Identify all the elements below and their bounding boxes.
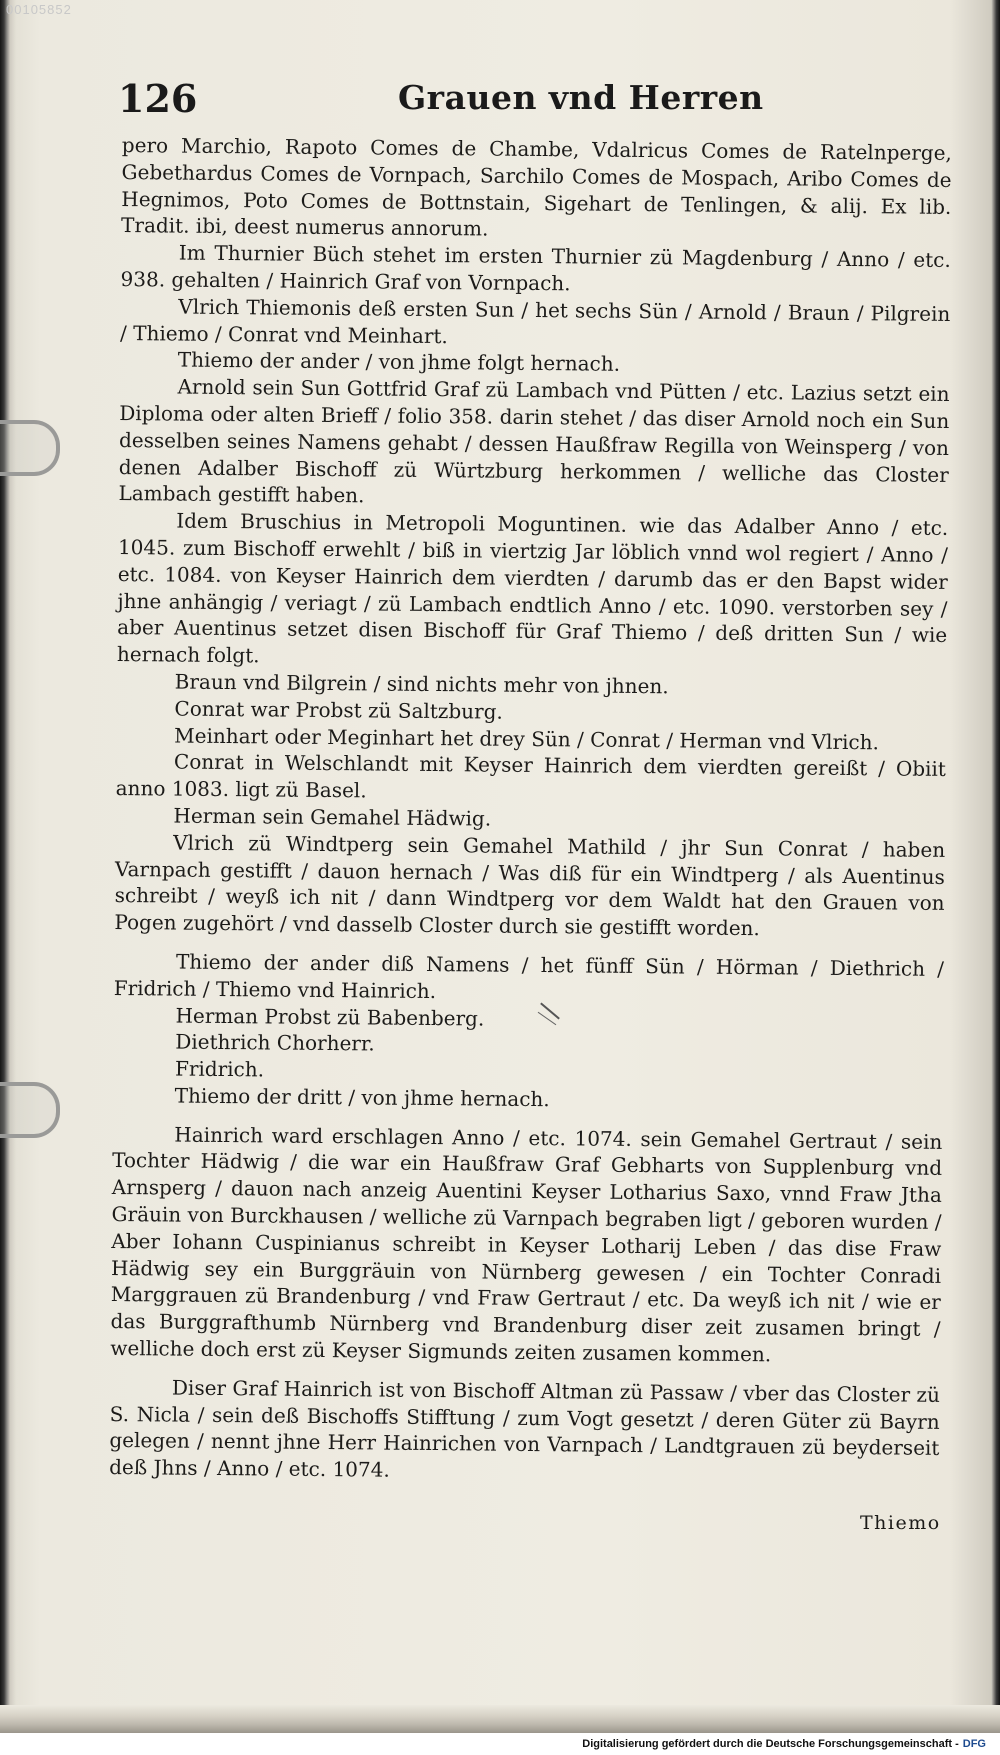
digitization-credit xyxy=(0,1733,1000,1755)
list-item-diethrich: Diethrich Chorherr. xyxy=(175,1029,375,1056)
paragraph-6: Idem Bruschius in Metropoli Moguntinen. wie das Adalber Anno / etc. 1045. zum Bischoff erwehlt / biß in viertzig Jar löblich vnnd wol regiert / Anno / etc. 1084. von Keyser Hainrich dem vierdten / darumb das er den Bapst wider jhne anhängig / veriagt / zü Lambach endtlich Anno / etc. 1090. verstorben sey / aber Auentinus setzet disen Bischoff für Graf Thiemo / deß dritten Sun / wie hernach folgt. xyxy=(116,508,949,668)
paragraph-1: pero Marchio, Rapoto Comes de Chambe, Vdalricus Comes de Ratelnperge, Gebethardus Comes de Vornpach, Sarchilo Comes de Mospach, Aribo Comes de Hegnimos, Poto Comes de Bottnstain, Sigehart de Tenlingen, & alij. Ex lib. Tradit. ibi, deest numerus annorum. xyxy=(120,132,952,241)
list-item-fridrich: Fridrich. xyxy=(174,1056,265,1082)
shelfmark: 00105852 xyxy=(6,2,72,17)
paragraph-11: Herman sein Gemahel Hädwig. xyxy=(173,803,492,831)
credit-text: Digitalisierung gefördert durch die Deutsche Forschungsgemeinschaft - xyxy=(582,1738,959,1750)
paragraph-2: Im Thurnier Büch stehet im ersten Thurnier zü Magdenburg / Anno / etc. 938. gehalten / Hainrich Graf von Vornpach. xyxy=(120,240,951,296)
dfg-logo: DFG xyxy=(962,1738,986,1750)
paragraph-9: Meinhart oder Meginhart het drey Sün / Conrat / Herman vnd Vlrich. xyxy=(174,723,880,754)
catchword: Thiemo xyxy=(860,1512,941,1534)
paragraph-13: Thiemo der ander diß Namens / het fünff Sün / Hörman / Diethrich / Fridrich / Thiemo vnd Hainrich. xyxy=(113,949,945,1003)
book-clasp-lower xyxy=(0,1082,60,1138)
paragraph-4: Thiemo der ander / von jhme folgt hernach. xyxy=(177,347,621,377)
paragraph-12: Vlrich zü Windtperg sein Gemahel Mathild / jhr Sun Conrat / haben Varnpach gestifft / dauon hernach / Was diß für ein Windtperg / als Auentinus schreibt / weyß ich nit / dann Windtperg vor dem Waldt hat den Grauen von Pogen zugehört / vnd dasselb Closter durch sie gestifft worden. xyxy=(114,830,946,941)
book-clasp-upper xyxy=(0,420,60,476)
book-fore-edge xyxy=(991,0,1000,1740)
running-title: Grauen vnd Herren xyxy=(398,78,764,117)
paragraph-18: Hainrich ward erschlagen Anno / etc. 1074. sein Gemahel Gertraut / sein Tochter Hädwig / die war ein Haußfraw Graf Gebharts von Supplenburg vnd Arnsperg / dauon nach anzeig Auentini Keyser Lotharius Saxo, vnnd Fraw Jtha Gräuin von Burckhausen / welliche zü Varnpach begraben ligt / geboren wurden / Aber Iohann Cuspinianus schreibt in Keyser Lotharij Leben / das dise Fraw Hädwig sey ein Burggräuin von Nürnberg gewesen / ein Tochter Conradi Marggrauen zü Brandenburg / vnd Fraw Gertraut / etc. Da weyß ich nit / wie er das Burggrafthumb Nürnberg vnd Brandenburg diser zeit zusamen bringt / welliche doch erst zü Keyser Sigmunds zeiten zusamen kommen. xyxy=(110,1122,943,1367)
paragraph-5: Arnold sein Sun Gottfrid Graf zü Lambach vnd Pütten / etc. Lazius setzt ein Diploma oder alten Brieff / folio 358. darin stehet / das diser Arnold noch ein Sun desselben seines Namens gehabt / dessen Haußfraw Regilla von Weinsperg / von denen Adalber Bischoff zü Würtzburg herkommen / welliche das Closter Lambach gestifft haben. xyxy=(118,374,950,508)
list-item-herman: Herman Probst zü Babenberg. xyxy=(175,1003,485,1031)
page-body xyxy=(109,132,952,1489)
paragraph-8: Conrat war Probst zü Saltzburg. xyxy=(174,696,503,724)
paragraph-10: Conrat in Welschlandt mit Keyser Hainrich dem vierdten gereißt / Obiit anno 1083. ligt zü Basel. xyxy=(115,749,947,803)
paragraph-19: Diser Graf Hainrich ist von Bischoff Altman zü Passaw / vber das Closter zü S. Nicla / sein deß Bischoffs Stifftung / zum Vogt gesetzt / deren Güter zü Bayrn gelegen / nennt jhne Herr Hainrichen von Varnpach / Landtgrauen zü beyderseit deß Jhns / Anno / etc. 1074. xyxy=(109,1375,941,1482)
list-item-thiemo: Thiemo der dritt / von jhme hernach. xyxy=(174,1083,550,1112)
page-number: 126 xyxy=(118,76,198,121)
page-bottom-edge xyxy=(0,1705,1000,1733)
paragraph-7: Braun vnd Bilgrein / sind nichts mehr von jhnen. xyxy=(174,669,669,699)
paragraph-3: Vlrich Thiemonis deß ersten Sun / het sechs Sün / Arnold / Braun / Pilgrein / Thiemo / Conrat vnd Meinhart. xyxy=(119,294,951,348)
